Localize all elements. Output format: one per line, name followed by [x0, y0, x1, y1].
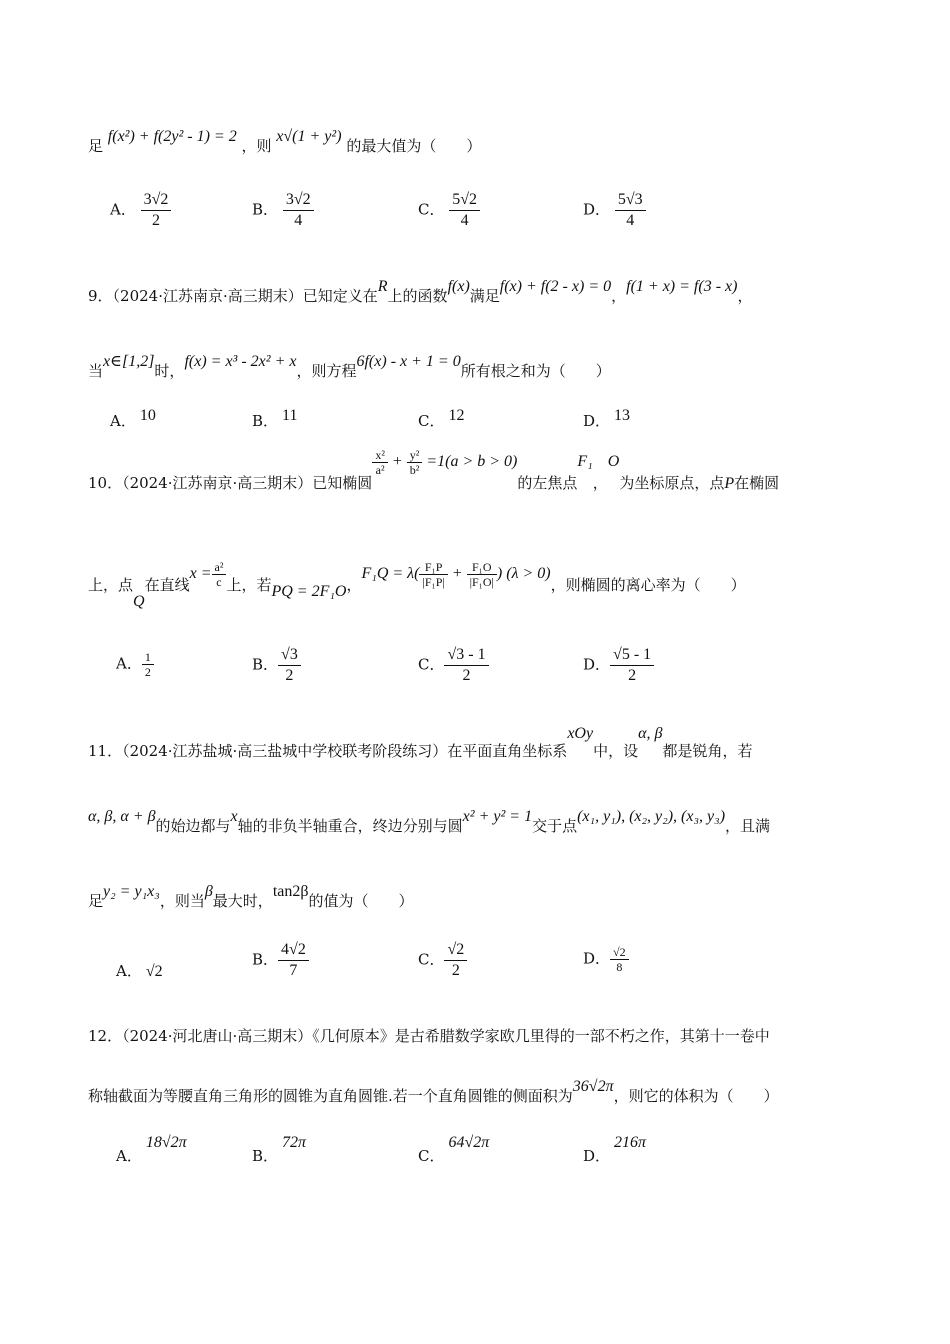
- q8-stem: 足 f(x²) + f(2y² - 1) = 2 ，则 x√(1 + y²) 的最大值为（ ）: [88, 128, 482, 155]
- q9-stem-line2: 当x∈[1,2]时，f(x) = x³ - 2x² + x，则方程6f(x) - x + 1 = 0所有根之和为（ ）: [88, 353, 611, 380]
- q11-option-d[interactable]: D． $\frac{√2}{8}$: [583, 945, 629, 974]
- q10-option-b[interactable]: B． $\frac{√3}{2}$: [252, 645, 301, 686]
- q10-stem-line1: 10．（2024·江苏南京·高三期末）已知椭圆 $\frac{\text{x²}}{\text{a²}}$ + $\frac{\text{y²}}{\text{b²}}$ =1(a > b > 0)的左焦点F₁，O为坐标原点，点P在椭圆: [88, 448, 780, 493]
- q12-stem-line2: 称轴截面为等腰直角三角形的圆锥为直角圆锥.若一个直角圆锥的侧面积为36√2π，则它的体积为（ ）: [88, 1078, 779, 1105]
- q11-stem-line3: 足y₂ = y₁x₃，则当β最大时，tan2β的值为（ ）: [88, 883, 414, 910]
- q8-option-b[interactable]: B． $\frac{3√2}{4}$: [252, 190, 314, 231]
- q9-option-a[interactable]: A． 10: [110, 407, 156, 430]
- q11-stem-line2: α, β, α + β的始边都与x轴的非负半轴重合，终边分别与圆x² + y² = 1交于点(x₁, y₁), (x₂, y₂), (x₃, y₃)，且满: [88, 808, 771, 835]
- q11-option-b[interactable]: B． $\frac{4√2}{7}$: [252, 940, 309, 981]
- q9-condition-1: f(x) + f(2 - x) = 0: [499, 278, 612, 295]
- q8-option-d-fraction: $\frac{5√3}{4}$: [615, 190, 646, 231]
- q10-option-c[interactable]: C． $\frac{√3 - 1}{2}$: [418, 645, 489, 686]
- q9-option-b[interactable]: B． 11: [252, 407, 298, 430]
- q10-option-d[interactable]: D． $\frac{√5 - 1}{2}$: [583, 645, 654, 686]
- q8-option-a[interactable]: A． $\frac{3√2}{2}$: [110, 190, 171, 231]
- q10-directrix: x = $\frac{\text{a²}}{c}$: [190, 565, 227, 582]
- q9-option-d[interactable]: D． 13: [583, 407, 631, 430]
- q8-option-c-fraction: $\frac{5√2}{4}$: [449, 190, 480, 231]
- q12-option-a[interactable]: A．18√2π: [116, 1134, 187, 1165]
- q9-stem-line1: 9．（2024·江苏南京·高三期末）已知定义在R上的函数f(x)满足f(x) + f(2 - x) = 0，f(1 + x) = f(3 - x)，: [88, 278, 753, 305]
- q11-stem-line1: 11．（2024·江苏盐城·高三盐城中学校联考阶段练习）在平面直角坐标系xOy中，设α, β都是锐角，若: [88, 725, 753, 760]
- q12-stem-line1: 12．（2024·河北唐山·高三期末）《几何原本》是古希腊数学家欧几里得的一部不朽之作，其第十一卷中: [88, 1027, 770, 1045]
- q10-stem-line2: 上，点Q在直线x = $\frac{\text{a²}}{c}$ 上，若PQ = 2F₁O，F₁Q = λ( $\frac{\text{F₁P}}{\text{|F₁P|}}$ + $\frac{\text{F₁O}}{\text{|F₁O|}}$ ) (λ > 0)，则椭圆的离心率为（ ）: [88, 560, 746, 611]
- q12-area: 36√2π: [572, 1078, 614, 1095]
- q8-option-b-fraction: $\frac{3√2}{4}$: [283, 190, 314, 231]
- q8-option-a-fraction: $\frac{3√2}{2}$: [141, 190, 172, 231]
- q11-option-a[interactable]: A． √2: [116, 962, 163, 980]
- q9-condition-2: f(1 + x) = f(3 - x): [626, 278, 738, 295]
- q11-option-c[interactable]: C． $\frac{√2}{2}$: [418, 940, 467, 981]
- q11-points: (x₁, y₁), (x₂, y₂), (x₃, y₃): [577, 808, 726, 825]
- q8-option-d[interactable]: D． $\frac{5√3}{4}$: [583, 190, 646, 231]
- q8-option-c[interactable]: C． $\frac{5√2}{4}$: [418, 190, 480, 231]
- q8-condition: f(x²) + f(2y² - 1) = 2: [107, 128, 237, 145]
- q12-option-d[interactable]: D．216π: [583, 1134, 647, 1165]
- q12-option-b[interactable]: B．72π: [252, 1134, 307, 1165]
- q9-function: f(x) = x³ - 2x² + x: [184, 353, 297, 370]
- q10-vector-eq: F₁Q = λ( $\frac{\text{F₁P}}{\text{|F₁P|}}$ + $\frac{\text{F₁O}}{\text{|F₁O|}}$ ) (λ > 0): [361, 560, 551, 589]
- q8-expression: x√(1 + y²): [276, 128, 342, 145]
- q10-option-a[interactable]: A． $\frac{1}{2}$: [116, 650, 154, 679]
- q9-equation: 6f(x) - x + 1 = 0: [356, 353, 461, 370]
- q11-circle: x² + y² = 1: [462, 808, 533, 825]
- q12-option-c[interactable]: C．64√2π: [418, 1134, 490, 1165]
- q9-option-c[interactable]: C． 12: [418, 407, 465, 430]
- q10-ellipse: $\frac{\text{x²}}{\text{a²}}$ + $\frac{\text{y²}}{\text{b²}}$ =1(a > b > 0): [372, 453, 517, 470]
- q10-pq: PQ = 2F₁O: [271, 583, 347, 601]
